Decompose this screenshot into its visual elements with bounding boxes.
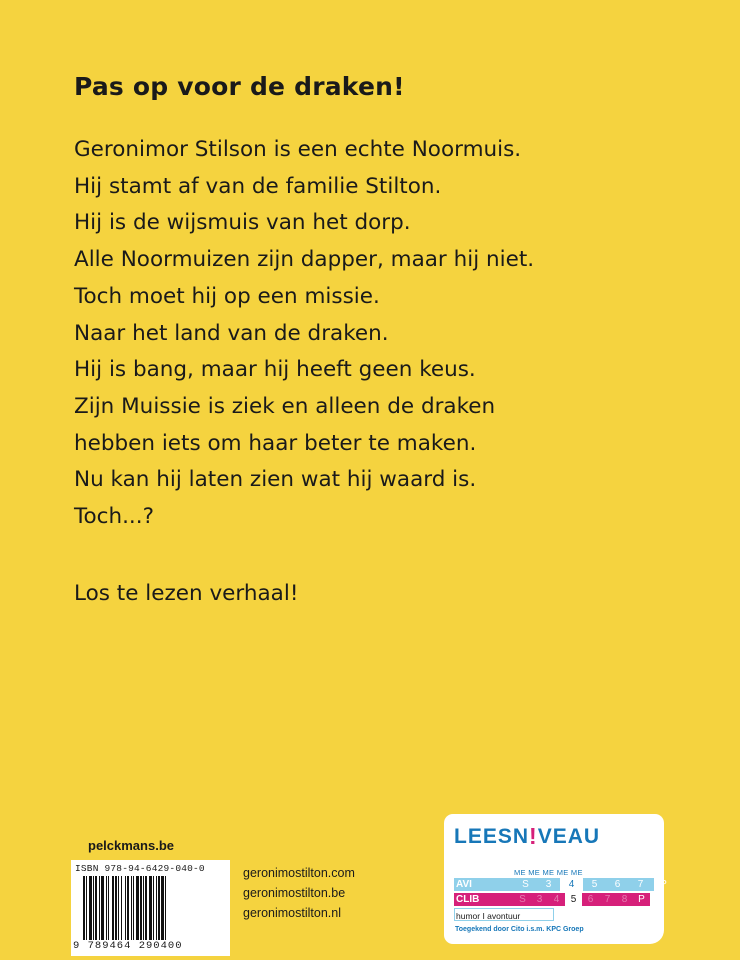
barcode [71, 860, 230, 956]
blurb-line: Alle Noormuizen zijn dapper, maar hij niet. [74, 247, 535, 273]
blurb [74, 132, 534, 536]
avi-level-4: 4 [560, 878, 583, 891]
blurb-line: Naar het land van de draken. [74, 320, 389, 346]
genre-label: humor I avontuur [456, 911, 521, 921]
blurb-line: Toch...? [74, 504, 154, 530]
avi-level-5: 5 [591, 879, 598, 890]
website-list [243, 863, 355, 923]
credit-line: Toegekend door Cito i.s.m. KPC Groep [455, 926, 584, 933]
logo-text-start: LEESN [454, 825, 530, 848]
clib-level-6: 6 [582, 893, 599, 906]
logo-exclamation: ! [529, 823, 538, 849]
clib-level-3: 3 [531, 893, 548, 906]
blurb-line: Zijn Muissie is ziek en alleen de draken [74, 393, 496, 419]
clib-label: CLIB [456, 894, 480, 905]
website-link[interactable]: geronimostilton.be [243, 886, 346, 900]
blurb-line: Toch moet hij op een missie. [74, 283, 380, 309]
isbn-label: ISBN 978-94-6429-040-0 [75, 863, 205, 874]
avi-cells [514, 878, 675, 891]
avi-row [454, 878, 667, 891]
blurb-line: Hij stamt af van de familie Stilton. [74, 173, 442, 199]
clib-row [454, 893, 654, 906]
tagline: Los te lezen verhaal! [74, 581, 299, 606]
clib-level-4: 4 [548, 893, 565, 906]
leesniveau-logo [454, 822, 600, 849]
avi-level-3: 3 [545, 879, 552, 890]
barcode-bars [83, 876, 228, 940]
logo-text-end: VEAU [537, 825, 601, 848]
avi-level-S: S [522, 879, 529, 890]
blurb-line: Hij is de wijsmuis van het dorp. [74, 210, 411, 236]
clib-level-S: S [514, 893, 531, 906]
blurb-line: Nu kan hij laten zien wat hij waard is. [74, 467, 477, 493]
ean-digits: 9 789464 290400 [73, 940, 183, 952]
avi-level-P: P [660, 879, 667, 890]
clib-level-8: 8 [616, 893, 633, 906]
leesniveau-badge [444, 814, 667, 944]
avi-label: AVI [456, 879, 472, 890]
avi-level-7: 7 [637, 879, 644, 890]
clib-level-P: P [633, 893, 650, 906]
me-labels: ME ME ME ME ME [514, 868, 583, 877]
clib-cells [514, 893, 650, 906]
blurb-line: Hij is bang, maar hij heeft geen keus. [74, 357, 476, 383]
blurb-line: hebben iets om haar beter te maken. [74, 430, 477, 456]
avi-level-6: 6 [614, 879, 621, 890]
clib-level-5: 5 [565, 893, 582, 906]
website-link[interactable]: geronimostilton.nl [243, 906, 341, 920]
clib-level-7: 7 [599, 893, 616, 906]
publisher-url: pelckmans.be [88, 838, 174, 853]
blurb-line: Geronimor Stilson is een echte Noormuis. [74, 137, 522, 162]
book-title: Pas op voor de draken! [74, 72, 405, 101]
website-link[interactable]: geronimostilton.com [243, 866, 355, 880]
